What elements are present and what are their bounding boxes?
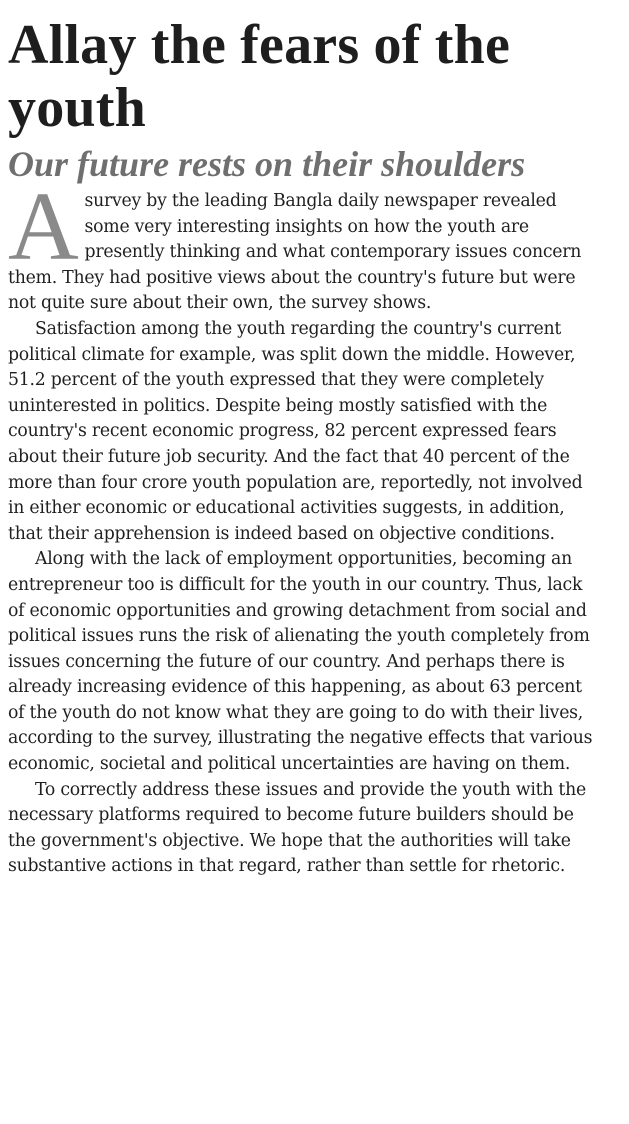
- paragraph-1-text: survey by the leading Bangla daily newspaper revealed some very interesting insights on how the youth are presently thinking and what contemporary issues concern them. They had positive views about the country's future but were not quite sure about their own, the survey shows.: [8, 191, 582, 314]
- headline: Allay the fears of the youth: [8, 14, 511, 139]
- paragraph-4: To correctly address these issues and provide the youth with the necessary platforms required to become future builders should be the government's objective. We hope that the authorities will take substantive actions in that regard, rather than settle for rhetoric.: [8, 779, 586, 877]
- editorial-article: [8, 14, 596, 880]
- paragraph-2: Satisfaction among the youth regarding the country's current political climate for example, was split down the middle. However, 51.2 percent of the youth expressed that they were completely uninterested in politics. Despite being mostly satisfied with the country's recent economic progress, 82 percent expressed fears about their future job security. And the fact that 40 percent of the more than four crore youth population are, reportedly, not involved in either economic or educational activities suggests, in addition, that their apprehension is indeed based on objective conditions.: [8, 318, 583, 544]
- subheadline: Our future rests on their shoulders: [8, 144, 526, 184]
- paragraph-3: Along with the lack of employment opportunities, becoming an entrepreneur too is difficult for the youth in our country. Thus, lack of economic opportunities and growing detachment from social and political issues runs the risk of alienating the youth completely from issues concerning the future of our country. And perhaps there is already increasing evidence of this happening, as about 63 percent of the youth do not know what they are going to do with their lives, according to the survey, illustrating the negative effects that various economic, societal and political uncertainties are having on them.: [8, 549, 593, 775]
- article-body: [8, 173, 596, 880]
- drop-cap: A: [8, 173, 79, 281]
- paragraph-1: [8, 173, 596, 317]
